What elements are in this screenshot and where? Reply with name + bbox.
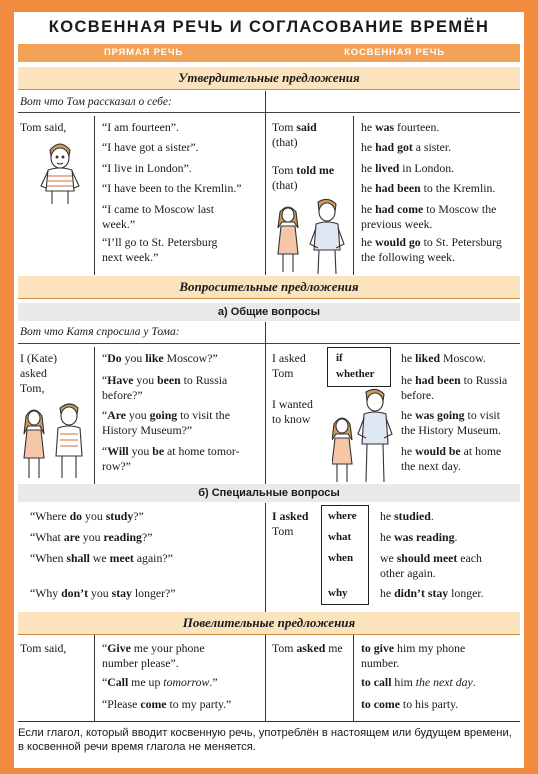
affirmative-indirect-5: he had come to Moscow the previous week. [361, 202, 497, 231]
imperative-asked-me: Tom asked me [272, 641, 343, 655]
special-direct-2: “What are you reading?” [30, 530, 153, 544]
general-direct-3: “Are you going to visit the History Museum?” [102, 408, 230, 437]
imperative-direct-2: “Call me up tomorrow.” [102, 675, 218, 689]
affirmative-direct-2: “I have got a sister”. [102, 140, 199, 154]
boy-illustration [36, 136, 84, 206]
general-indirect-1: he liked Moscow. [401, 351, 486, 365]
question-word-why: why [328, 587, 348, 599]
section-affirmative-heading: Утвердительные предложения [18, 67, 520, 90]
speaker-divider [94, 347, 95, 484]
special-direct-1: “Where do you study?” [30, 509, 144, 523]
affirmative-direct-5: “I came to Moscow last week.” [102, 202, 215, 231]
general-asked-tom: I asked Tom [272, 351, 306, 380]
affirmative-intro-told: Tom told me (that) [272, 163, 335, 192]
general-direct-4: “Will you be at home tomor- row?” [102, 444, 240, 473]
special-indirect-1: he studied. [380, 509, 434, 523]
conjunction-box [327, 347, 391, 387]
question-word-where: where [328, 510, 357, 522]
affirmative-intro: Вот что Том рассказал о себе: [20, 96, 172, 108]
general-indirect-4: he would be at home the next day. [401, 444, 502, 473]
affirmative-direct-4: “I have been to the Kremlin.” [102, 181, 242, 195]
page-title: КОСВЕННАЯ РЕЧЬ И СОГЛАСОВАНИЕ ВРЕМЁН [48, 18, 490, 36]
question-word-what: what [328, 531, 352, 543]
questions-intro: Вот что Катя спросила у Тома: [20, 326, 180, 338]
tom-kate-illustration [332, 388, 396, 484]
special-direct-3: “When shall we meet again?” [30, 551, 173, 565]
column-header-direct: ПРЯМАЯ РЕЧЬ [104, 47, 183, 58]
imperative-direct-3: “Please come to my party.” [102, 697, 232, 711]
footnote: Если глагол, который вводит косвенную речь, употреблён в настоящем или будущем времени, в косвенной речи время глагола не меняется. [18, 727, 512, 753]
affirmative-direct-6: “I’ll go to St. Petersburg next week.” [102, 235, 218, 264]
general-indirect-2: he had been to Russia before. [401, 373, 508, 402]
column-divider [265, 91, 266, 275]
conjunction-whether: whether [336, 368, 375, 380]
imperative-indirect-1: to give him my phone number. [361, 641, 466, 670]
speaker-divider [94, 635, 95, 721]
speaker-divider [94, 116, 95, 275]
affirmative-intro-said: Tom said (that) [272, 120, 317, 149]
general-direct-1: “Do you like Moscow?” [102, 351, 218, 365]
conjunction-if: if [336, 352, 343, 364]
divider [18, 112, 520, 113]
section-imperative-heading: Повелительные предложения [18, 612, 520, 635]
affirmative-indirect-6: he would go to St. Petersburg the following week. [361, 235, 502, 264]
affirmative-indirect-1: he was fourteen. [361, 120, 440, 134]
special-indirect-2: he was reading. [380, 530, 458, 544]
section-questions-heading: Вопросительные предложения [18, 276, 520, 299]
intro-divider [353, 635, 354, 721]
column-divider [265, 503, 266, 612]
column-divider [265, 635, 266, 721]
affirmative-indirect-2: he had got a sister. [361, 140, 452, 154]
reference-sheet [14, 12, 524, 768]
questions-speaker: I (Kate) asked Tom, [20, 351, 58, 395]
column-header-indirect: КОСВЕННАЯ РЕЧЬ [344, 47, 445, 58]
subsection-general-heading: а) Общие вопросы [18, 303, 520, 321]
subsection-special-heading: б) Специальные вопросы [18, 484, 520, 502]
kate-tom-illustration [20, 396, 90, 482]
kids-illustration [272, 198, 352, 276]
affirmative-indirect-3: he lived in London. [361, 161, 455, 175]
affirmative-direct-3: “I live in London”. [102, 161, 192, 175]
special-asked-tom: I asked Tom [272, 509, 309, 538]
affirmative-indirect-4: he had been to the Kremlin. [361, 181, 496, 195]
affirmative-speaker: Tom said, [20, 120, 67, 134]
column-divider [265, 322, 266, 484]
divider [18, 343, 520, 344]
divider [18, 721, 520, 722]
question-words-box [321, 505, 369, 605]
imperative-direct-1: “Give me your phone number please”. [102, 641, 205, 670]
intro-divider [353, 116, 354, 275]
imperative-indirect-3: to come to his party. [361, 697, 459, 711]
imperative-speaker: Tom said, [20, 641, 67, 655]
imperative-indirect-2: to call him the next day. [361, 675, 476, 689]
general-direct-2: “Have you been to Russia before?” [102, 373, 228, 402]
general-indirect-3: he was going to visit the History Museum. [401, 408, 501, 437]
special-direct-4: “Why don’t you stay longer?” [30, 586, 176, 600]
affirmative-direct-1: “I am fourteen”. [102, 120, 179, 134]
column-header-bar [18, 44, 520, 62]
special-indirect-3: we should meet each other again. [380, 551, 482, 580]
question-word-when: when [328, 552, 354, 564]
special-indirect-4: he didn’t stay longer. [380, 586, 484, 600]
general-wanted-to-know: I wanted to know [272, 397, 313, 426]
